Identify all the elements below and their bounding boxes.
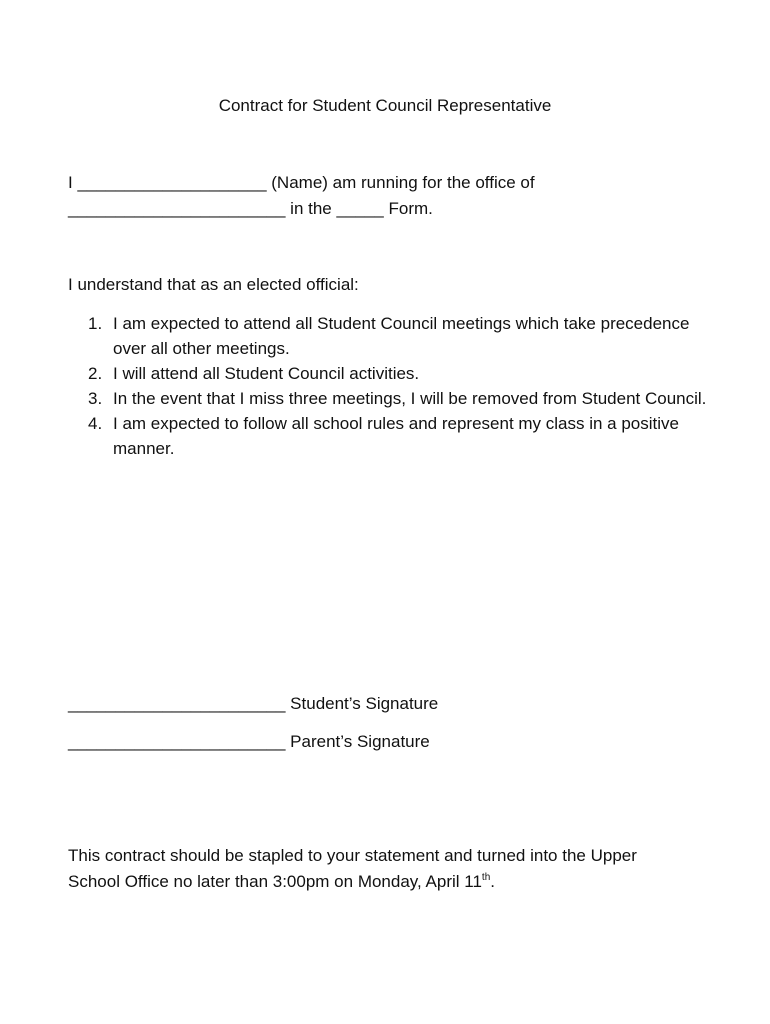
student-signature-line: _______________________ Student’s Signature [68, 694, 439, 713]
parent-signature-line: _______________________ Parent’s Signature [68, 732, 430, 751]
list-text: I am expected to attend all Student Council meetings which take precedence over all other meetings. [113, 314, 690, 358]
list-number: 3. [88, 389, 103, 408]
understand-heading: I understand that as an elected official: [68, 275, 359, 294]
office-line: _______________________ in the _____ Form. [68, 199, 433, 218]
list-text: I will attend all Student Council activities. [113, 364, 420, 383]
ordinal-suffix: th [481, 872, 491, 883]
list-item [68, 361, 708, 386]
page-title: Contract for Student Council Representative [218, 96, 552, 115]
list-number: 4. [88, 414, 103, 433]
list-item [68, 386, 708, 411]
list-text: In the event that I miss three meetings, I will be removed from Student Council. [113, 389, 707, 408]
list-number: 2. [88, 364, 103, 383]
list-item [68, 411, 708, 461]
footer-line-2 [68, 870, 495, 894]
footer-line-2-text: School Office no later than 3:00pm on Monday, April 11 [68, 872, 482, 891]
name-line: I ____________________ (Name) am running for the office of [68, 173, 535, 192]
terms-list [68, 311, 708, 461]
footer-period: . [490, 872, 495, 891]
list-item [68, 311, 708, 361]
list-text: I am expected to follow all school rules and represent my class in a positive manner. [113, 414, 679, 458]
footer-line-1: This contract should be stapled to your statement and turned into the Upper [68, 846, 637, 865]
list-number: 1. [88, 314, 103, 333]
